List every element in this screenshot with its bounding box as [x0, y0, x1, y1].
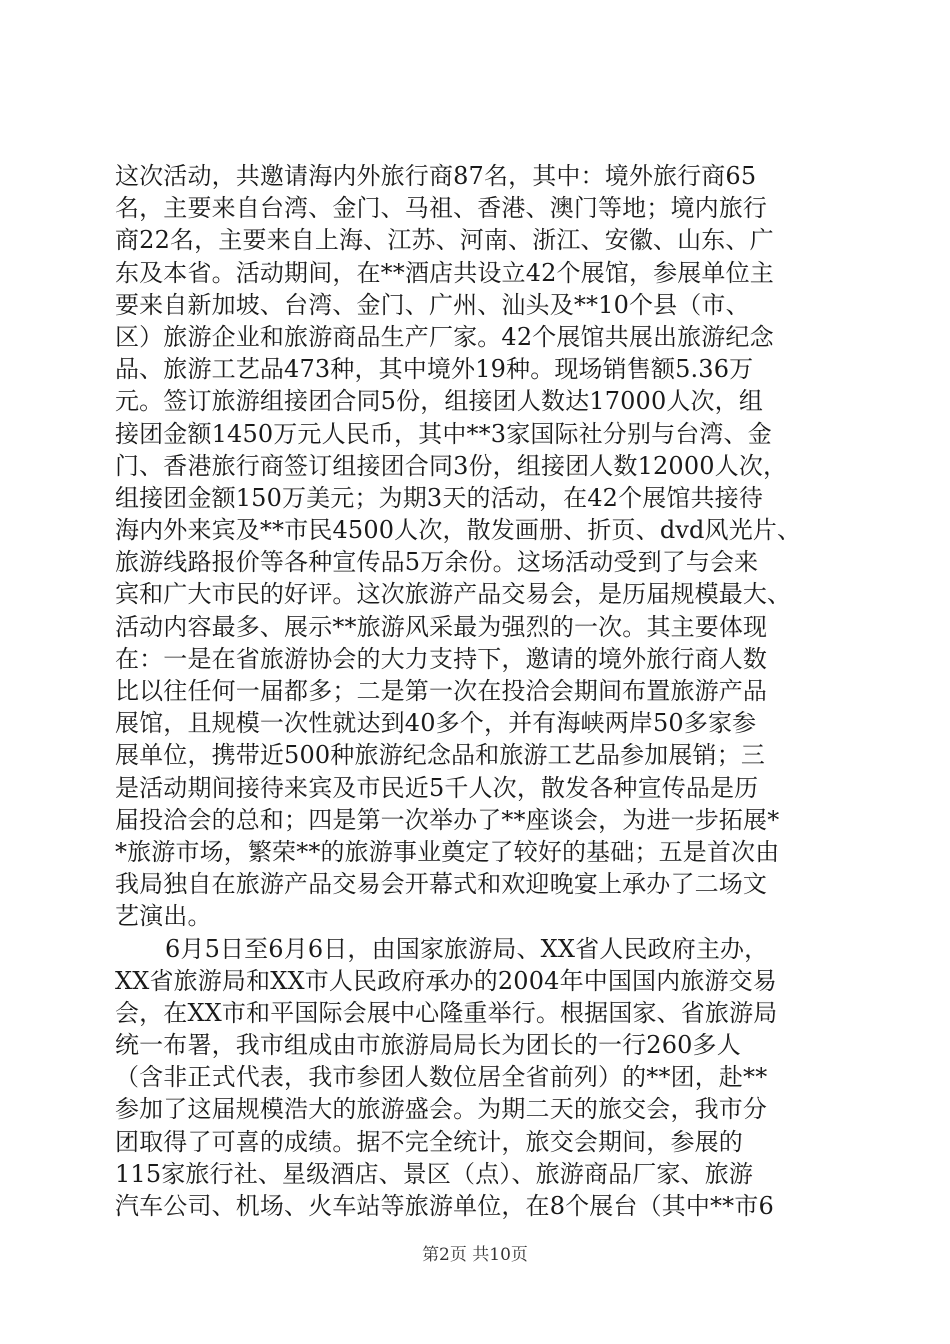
text-line: 比以往任何一届都多；二是第一次在投洽会期间布置旅游产品 — [115, 677, 768, 705]
text-line: 宾和广大市民的好评。这次旅游产品交易会，是历届规模最大、 — [115, 580, 792, 609]
page-footer: 第2页 共10页 — [422, 1245, 528, 1265]
text-line: 区）旅游企业和旅游商品生产厂家。42个展馆共展出旅游纪念 — [115, 322, 774, 351]
text-line: 115家旅行社、星级酒店、景区（点）、旅游商品厂家、旅游 — [115, 1159, 754, 1188]
text-line: 活动内容最多、展示**旅游风采最为强烈的一次。其主要体现 — [115, 612, 768, 641]
text-line: 届投洽会的总和；四是第一次举办了**座谈会，为进一步拓展* — [115, 805, 780, 834]
text-line: 组接团金额150万美元；为期3天的活动，在42个展馆共接待 — [115, 483, 763, 512]
text-line: 要来自新加坡、台湾、金门、广州、汕头及**10个县（市、 — [115, 290, 750, 319]
text-line: 品、旅游工艺品473种，其中境外19种。现场销售额5.36万 — [115, 355, 754, 384]
text-line: 展单位，携带近500种旅游纪念品和旅游工艺品参加展销；三 — [115, 741, 766, 770]
text-line: 旅游线路报价等各种宣传品5万余份。这场活动受到了与会来 — [115, 548, 759, 577]
text-line: 接团金额1450万元人民币，其中**3家国际社分别与台湾、金 — [115, 419, 772, 448]
text-line: 我局独自在旅游产品交易会开幕式和欢迎晚宴上承办了二场文 — [115, 870, 768, 899]
text-line: 名，主要来自台湾、金门、马祖、香港、澳门等地；境内旅行 — [115, 194, 768, 223]
text-line: 门、香港旅行商签订组接团合同3份，组接团人数12000人次， — [115, 451, 788, 480]
text-line: 展馆，且规模一次性就达到40多个，并有海峡两岸50多家参 — [115, 709, 757, 738]
text-line: 是活动期间接待来宾及市民近5千人次，散发各种宣传品是历 — [115, 773, 759, 802]
text-line: 参加了这届规模浩大的旅游盛会。为期二天的旅交会，我市分 — [115, 1095, 768, 1124]
text-line: （含非正式代表，我市参团人数位居全省前列）的**团，赴** — [115, 1063, 768, 1092]
paragraph — [115, 160, 855, 933]
text-line: 团取得了可喜的成绩。据不完全统计，旅交会期间，参展的 — [115, 1127, 743, 1156]
text-line: 在：一是在省旅游协会的大力支持下，邀请的境外旅行商人数 — [115, 644, 768, 673]
text-line: 海内外来宾及**市民4500人次，散发画册、折页、dvd风光片、 — [115, 516, 802, 545]
document-body — [115, 160, 855, 1222]
paragraph — [115, 933, 855, 1223]
text-line: 6月5日至6月6日，由国家旅游局、XX省人民政府主办， — [165, 934, 769, 963]
text-line: 艺演出。 — [115, 902, 212, 931]
text-line: 东及本省。活动期间，在**酒店共设立42个展馆，参展单位主 — [115, 258, 774, 287]
text-line: 元。签订旅游组接团合同5份，组接团人数达17000人次，组 — [115, 387, 763, 416]
text-line: *旅游市场，繁荣**的旅游事业奠定了较好的基础；五是首次由 — [115, 837, 780, 866]
text-line: 商22名，主要来自上海、江苏、河南、浙江、安徽、山东、广 — [115, 226, 774, 255]
text-line: 这次活动，共邀请海内外旅行商87名，其中：境外旅行商65 — [115, 162, 757, 190]
text-line: 会，在XX市和平国际会展中心隆重举行。根据国家、省旅游局 — [115, 998, 778, 1027]
text-line: XX省旅游局和XX市人民政府承办的2004年中国国内旅游交易 — [115, 966, 777, 995]
text-line: 统一布署，我市组成由市旅游局局长为团长的一行260多人 — [115, 1031, 741, 1060]
text-line: 汽车公司、机场、火车站等旅游单位，在8个展台（其中**市6 — [115, 1192, 774, 1220]
